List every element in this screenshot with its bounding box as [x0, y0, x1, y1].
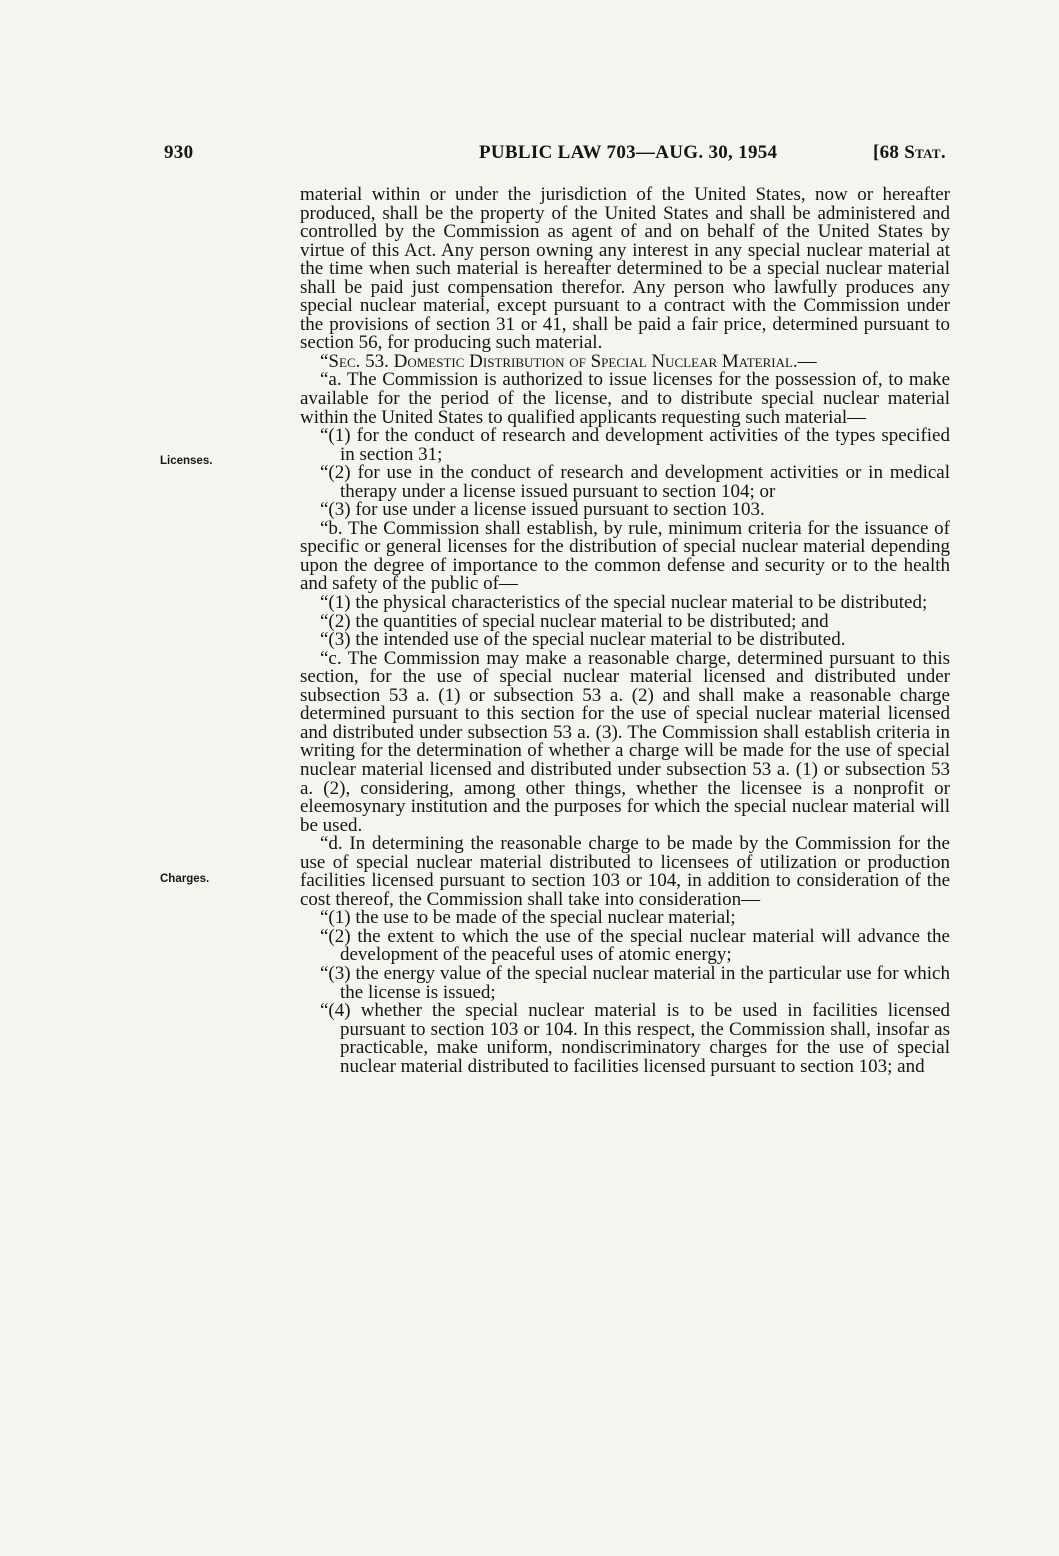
margin-note-charges: Charges.	[160, 873, 210, 885]
running-header-title: PUBLIC LAW 703—AUG. 30, 1954	[479, 142, 778, 163]
margin-note-licenses: Licenses.	[160, 455, 213, 467]
section-heading: “Sec. 53. Domestic Distribution of Special Nuclear Material.—	[320, 350, 817, 372]
subsection-c: “c. The Commission may make a reasonable charge, determined pursuant to this section, for the use of special nuclear material licensed and distributed under subsection 53 a. (1) or subsection 53 a. (2) and shall make a reasonable charge determined pursuant to this section for the use of special nuclear material licensed and distributed under subsection 53 a. (3). The Commission shall establish criteria in writing for the determination of whether a charge will be made for the use of special nuclear material licensed and distributed under subsection 53 a. (1) or subsection 53 a. (2), considering, among other things, whether the licensee is a nonprofit or eleemosynary institution and the purposes for which the special nuclear material will be used.	[300, 647, 950, 836]
clause-b2: “(2) the quantities of special nuclear material to be distributed; and	[320, 610, 829, 632]
clause-a2: “(2) for use in the conduct of research and development activities or in medical therapy under a license issued pursuant to section 104; or	[320, 462, 950, 502]
subsection-d: “d. In determining the reasonable charge to be made by the Commission for the use of special nuclear material distributed to licensees of utilization or production facilities licensed pursuant to section 103 or 104, in addition to consideration of the cost thereof, the Commission shall take into consideration—	[300, 833, 950, 910]
statute-citation: [68 Stat.	[873, 142, 946, 163]
subsection-b: “b. The Commission shall establish, by rule, minimum criteria for the issuance of specific or general licenses for the distribution of special nuclear material depending upon the degree of importance to the common defense and security or to the health and safety of the public of—	[300, 517, 950, 595]
clause-b1: “(1) the physical characteristics of the special nuclear material to be distributed;	[320, 592, 928, 614]
clause-a3: “(3) for use under a license issued pursuant to section 103.	[320, 499, 765, 521]
clause-d4: “(4) whether the special nuclear material is to be used in facilities licensed pursuant to section 103 or 104. In this respect, the Commission shall, insofar as practicable, make uniform, nondiscriminatory charges for the use of special nuclear material distributed to facilities licensed pursuant to section 103; and	[320, 1000, 950, 1077]
page-number: 930	[164, 142, 194, 163]
body-text	[300, 186, 950, 1076]
clause-a1: “(1) for the conduct of research and development activities of the types specified in section 31;	[320, 425, 950, 465]
clause-d1: “(1) the use to be made of the special nuclear material;	[320, 907, 736, 929]
clause-d3: “(3) the energy value of the special nuclear material in the particular use for which the license is issued;	[320, 962, 950, 1003]
clause-d2: “(2) the extent to which the use of the special nuclear material will advance the development of the peaceful uses of atomic energy;	[320, 925, 950, 966]
subsection-a: “a. The Commission is authorized to issue licenses for the possession of, to make available for the period of the license, and to distribute special nuclear material within the United States to qualified applicants requesting such material—	[300, 369, 950, 428]
paragraph-intro: material within or under the jurisdiction of the United States, now or hereafter produced, shall be the property of the United States and shall be administered and controlled by the Commission as agent of and on behalf of the United States by virtue of this Act. Any person owning any interest in any special nuclear material at the time when such material is hereafter determined to be a special nuclear material shall be paid just compensation therefor. Any person who lawfully produces any special nuclear material, except pursuant to a contract with the Commission under the provisions of section 31 or 41, shall be paid a fair price, determined pursuant to section 56, for producing such material.	[300, 184, 950, 354]
clause-b3: “(3) the intended use of the special nuclear material to be distributed.	[320, 629, 846, 651]
